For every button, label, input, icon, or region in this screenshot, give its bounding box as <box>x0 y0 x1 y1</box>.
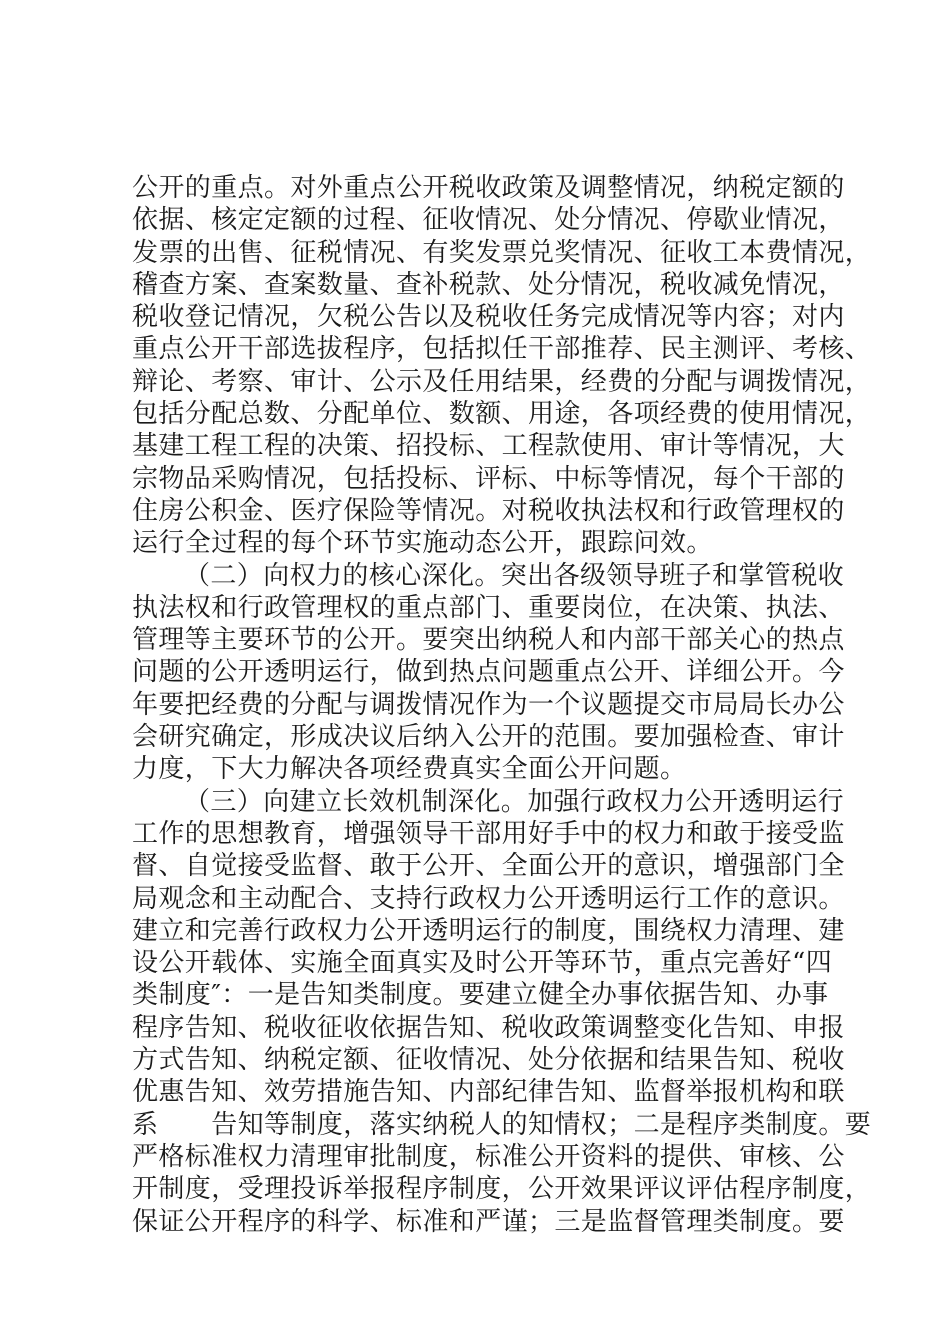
text-line: 程序告知、税收征收依据告知、税收政策调整变化告知、申报 <box>132 1012 845 1043</box>
text-line: 督、自觉接受监督、敢于公开、全面公开的意识，增强部门全 <box>132 851 845 882</box>
text-line: 建立和完善行政权力公开透明运行的制度，围绕权力清理、建 <box>132 915 845 946</box>
text-line: 设公开载体、实施全面真实及时公开等环节，重点完善好“四 <box>132 948 833 979</box>
text-line: 会研究确定，形成决议后纳入公开的范围。要加强检查、审计 <box>132 722 845 753</box>
text-line: 辩论、考察、审计、公示及任用结果，经费的分配与调拨情况， <box>132 366 872 397</box>
text-line: 年要把经费的分配与调拨情况作为一个议题提交市局局长办公 <box>132 689 845 720</box>
text-line: 包括分配总数、分配单位、数额、用途，各项经费的使用情况， <box>132 399 872 430</box>
text-line: 宗物品采购情况，包括投标、评标、中标等情况，每个干部的 <box>132 463 845 494</box>
text-line: 运行全过程的每个环节实施动态公开，跟踪问效。 <box>132 528 713 559</box>
text-line: 公开的重点。对外重点公开税收政策及调整情况，纳税定额的 <box>132 173 845 203</box>
paragraph-start-line: （三）向建立长效机制深化。加强行政权力公开透明运行 <box>184 786 845 817</box>
text-line: 发票的出售、征税情况、有奖发票兑奖情况、征收工本费情况， <box>132 237 872 268</box>
text-line: 开制度，受理投诉举报程序制度，公开效果评议评估程序制度， <box>132 1174 872 1205</box>
text-line: 住房公积金、医疗保险等情况。对税收执法权和行政管理权的 <box>132 495 845 526</box>
text-line: 稽查方案、查案数量、查补税款、处分情况，税收减免情况， <box>132 269 845 300</box>
text-line: 系 告知等制度，落实纳税人的知情权；二是程序类制度。要 <box>132 1109 872 1140</box>
text-line: 严格标准权力清理审批制度，标准公开资料的提供、审核、公 <box>132 1141 845 1172</box>
text-line: 依据、核定定额的过程、征收情况、处分情况、停歇业情况， <box>132 205 845 236</box>
text-line: 方式告知、纳税定额、征收情况、处分依据和结果告知、税收 <box>132 1045 845 1076</box>
text-line: 执法权和行政管理权的重点部门、重要岗位，在决策、执法、 <box>132 592 845 623</box>
paragraph-start-line: （二）向权力的核心深化。突出各级领导班子和掌管税收 <box>184 560 845 591</box>
document-body <box>132 172 872 1238</box>
text-line: 优惠告知、效劳措施告知、内部纪律告知、监督举报机构和联 <box>132 1077 845 1108</box>
text-line: 类制度″：一是告知类制度。要建立健全办事依据告知、办事 <box>132 980 829 1011</box>
text-line: 问题的公开透明运行，做到热点问题重点公开、详细公开。今 <box>132 657 845 688</box>
text-line: 税收登记情况，欠税公告以及税收任务完成情况等内容；对内 <box>132 302 845 333</box>
text-line: 管理等主要环节的公开。要突出纳税人和内部干部关心的热点 <box>132 625 845 656</box>
text-line: 基建工程工程的决策、招投标、工程款使用、审计等情况，大 <box>132 431 845 462</box>
text-line: 工作的思想教育，增强领导干部用好手中的权力和敢于接受监 <box>132 818 845 849</box>
text-line: 局观念和主动配合、支持行政权力公开透明运行工作的意识。 <box>132 883 845 914</box>
text-line: 力度，下大力解决各项经费真实全面公开问题。 <box>132 754 687 785</box>
text-line: 重点公开干部选拔程序，包括拟任干部推荐、民主测评、考核、 <box>132 334 872 365</box>
text-line: 保证公开程序的科学、标准和严谨；三是监督管理类制度。要 <box>132 1206 845 1237</box>
